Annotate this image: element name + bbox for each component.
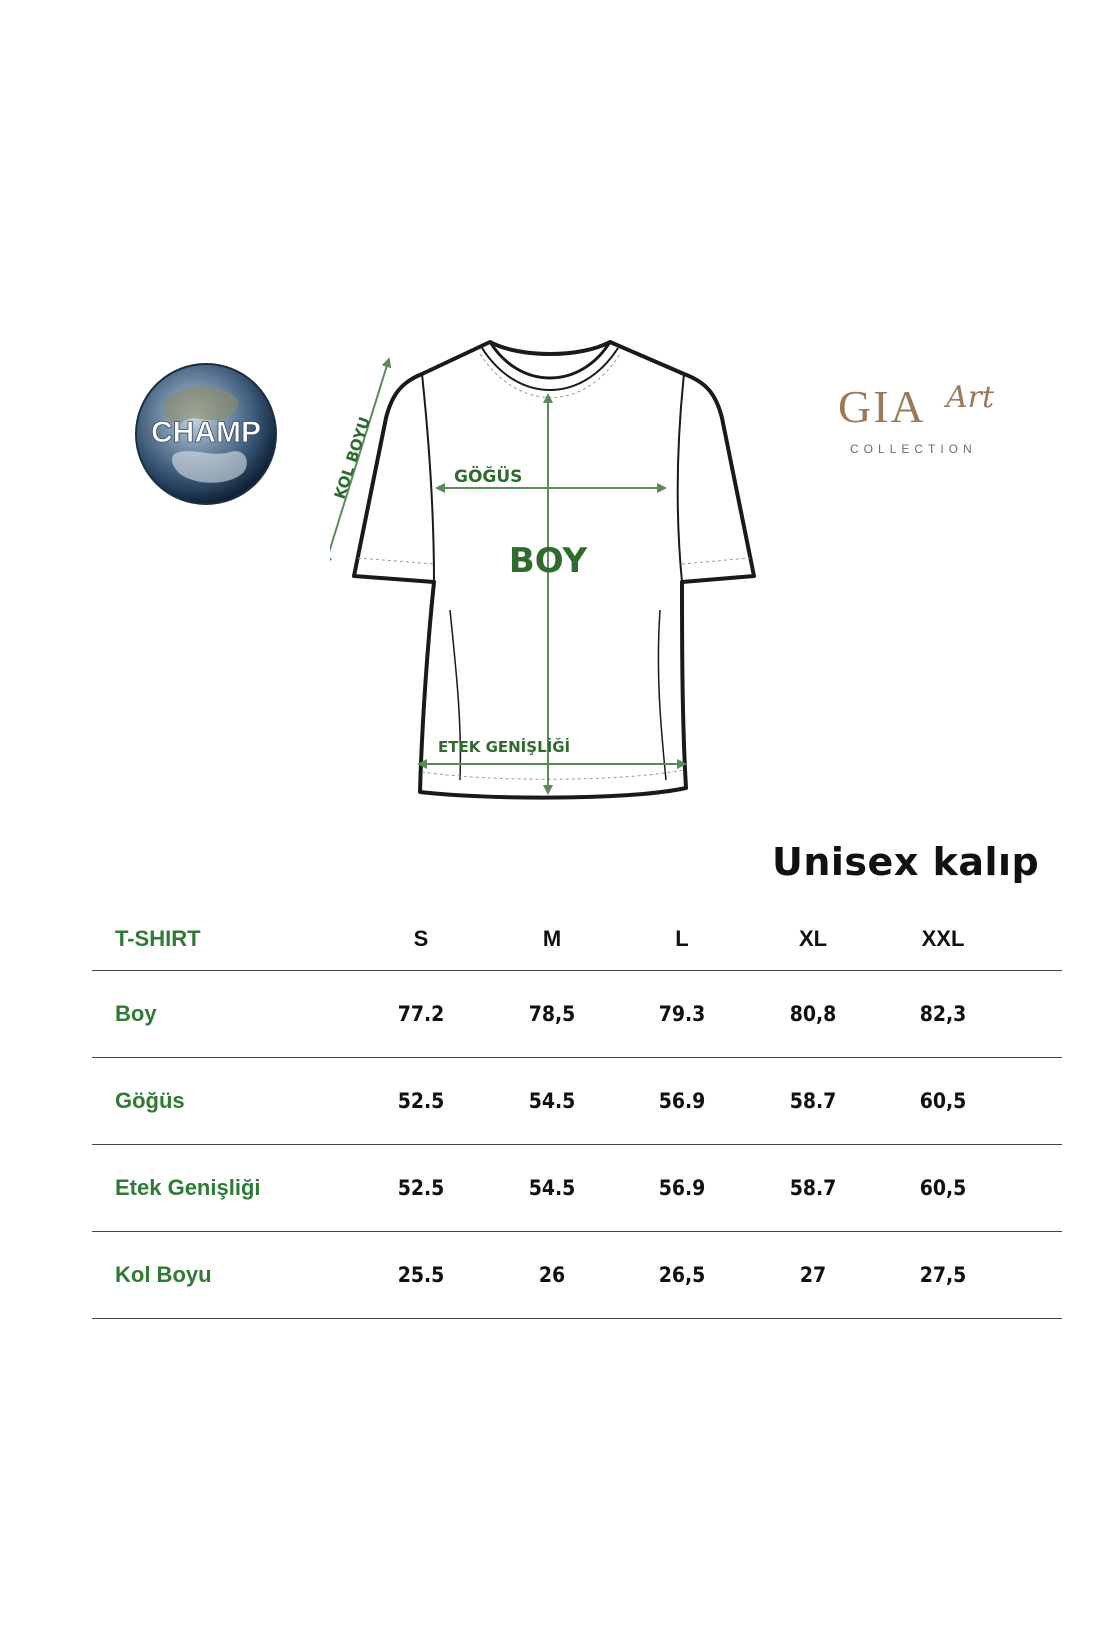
gia-logo-script: Art (946, 380, 995, 415)
table-cell: 52.5 (397, 1089, 445, 1113)
table-row-length (92, 971, 1062, 1058)
tshirt-diagram (330, 340, 800, 840)
table-cell: 56.9 (658, 1176, 706, 1200)
table-cell: 52.5 (397, 1176, 445, 1200)
row-label: Göğüs (115, 1088, 185, 1113)
length-label: BOY (508, 541, 588, 581)
table-cell: 25.5 (397, 1263, 445, 1287)
table-cell: 54.5 (528, 1176, 576, 1200)
table-cell: 79.3 (658, 1002, 706, 1026)
row-label: Etek Genişliği (115, 1175, 261, 1200)
gia-logo-text: GIA (838, 381, 926, 432)
table-cell: 56.9 (658, 1089, 706, 1113)
table-cell: 60,5 (919, 1176, 967, 1200)
champ-logo-text: CHAMP (151, 416, 261, 449)
size-header: XXL (921, 926, 965, 951)
table-header-row (92, 908, 1062, 971)
table-cell: 58.7 (789, 1176, 837, 1200)
size-chart-table (92, 908, 1062, 1319)
table-row-hem-width (92, 1145, 1062, 1232)
gia-art-logo (838, 380, 1028, 460)
size-header: XL (798, 926, 828, 951)
table-cell: 26,5 (658, 1263, 706, 1287)
hem-label: ETEK GENİŞLİĞİ (438, 738, 571, 756)
table-cell: 77.2 (397, 1002, 445, 1026)
table-header-label: T-SHIRT (115, 926, 201, 951)
table-cell: 60,5 (919, 1089, 967, 1113)
size-header: S (413, 926, 429, 951)
size-header: L (675, 926, 689, 951)
champ-logo (134, 362, 278, 506)
table-cell: 58.7 (789, 1089, 837, 1113)
row-label: Boy (115, 1001, 157, 1026)
table-cell: 80,8 (789, 1002, 837, 1026)
table-cell: 54.5 (528, 1089, 576, 1113)
table-cell: 82,3 (919, 1002, 967, 1026)
table-cell: 26 (538, 1263, 566, 1287)
table-cell: 27,5 (919, 1263, 967, 1287)
table-row-chest (92, 1058, 1062, 1145)
sleeve-label: KOL BOYU (330, 414, 375, 502)
chest-label: GÖĞÜS (454, 467, 523, 487)
fit-label: Unisex kalıp (772, 840, 1040, 884)
table-cell: 78,5 (528, 1002, 576, 1026)
row-label: Kol Boyu (115, 1262, 212, 1287)
gia-logo-tagline: COLLECTION (850, 442, 977, 456)
table-cell: 27 (799, 1263, 827, 1287)
size-header: M (542, 926, 562, 951)
table-row-sleeve-length (92, 1232, 1062, 1319)
